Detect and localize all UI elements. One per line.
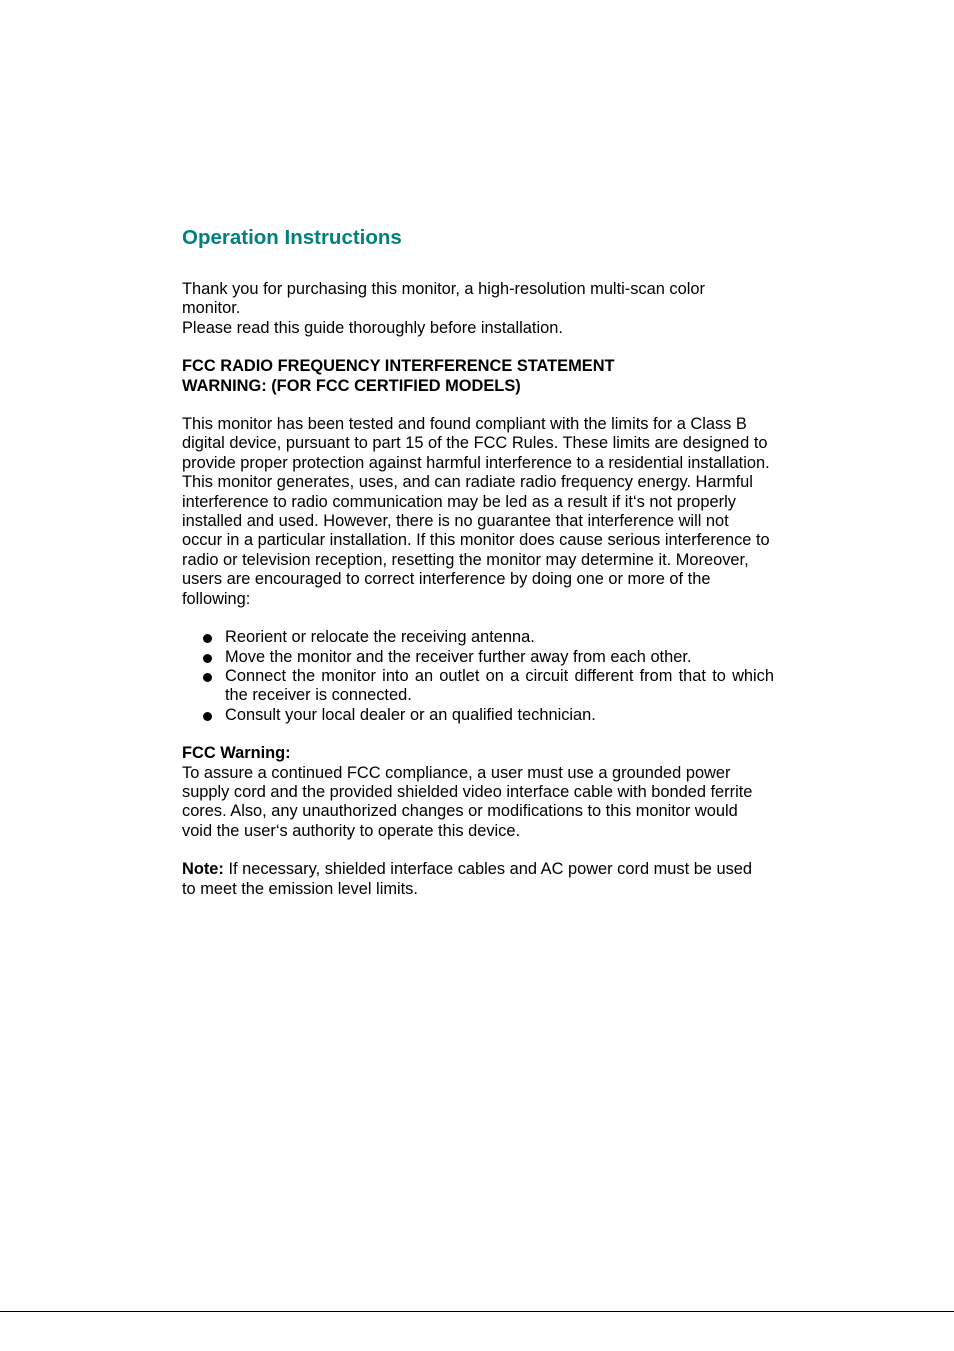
note-label: Note: xyxy=(182,860,224,879)
list-item: Consult your local dealer or an qualified technician. xyxy=(182,706,774,725)
fcc-warning-body: To assure a continued FCC compliance, a user must use a grounded power supply cord and the provided shielded video interface cable with bonded ferrite cores. Also, any unauthorized changes or modifications to this monitor would void the user‘s authority to operate this device. xyxy=(182,763,753,840)
document-content xyxy=(182,224,774,899)
fcc-warning-label: FCC Warning: xyxy=(182,744,291,763)
list-item: Move the monitor and the receiver further away from each other. xyxy=(182,648,774,667)
fcc-statement-title-2: WARNING: (FOR FCC CERTIFIED MODELS) xyxy=(182,376,521,395)
note-paragraph xyxy=(182,860,762,899)
bullet-icon xyxy=(203,673,212,682)
note-body: If necessary, shielded interface cables and AC power cord must be used to meet the emission level limits. xyxy=(182,860,753,898)
bullet-icon xyxy=(203,634,212,643)
intro-line-2: Please read this guide thoroughly before installation. xyxy=(182,318,563,337)
list-item: Reorient or relocate the receiving antenna. xyxy=(182,628,774,647)
fcc-statement-body: This monitor has been tested and found compliant with the limits for a Class B digital device, pursuant to part 15 of the FCC Rules. These limits are designed to provide proper protection against harmful interference to a residential installation. This monitor generates, uses, and can radiate radio frequency energy. Harmful interference to radio communication may be led as a result if it‘s not properly installed and used. However, there is no guarantee that interference will not occur in a particular installation. If this monitor does cause serious interference to radio or television reception, resetting the monitor may determine it. Moreover, users are encouraged to correct interference by doing one or more of the following: xyxy=(182,415,770,608)
interference-remedy-list xyxy=(182,628,774,725)
footer-divider xyxy=(0,1311,954,1312)
bullet-icon xyxy=(203,712,212,721)
fcc-statement-title-1: FCC RADIO FREQUENCY INTERFERENCE STATEMENT xyxy=(182,357,615,376)
list-item: Connect the monitor into an outlet on a circuit different from that to which the receiver is connected. xyxy=(182,667,774,706)
bullet-icon xyxy=(203,654,212,663)
intro-line-1: Thank you for purchasing this monitor, a high-resolution multi-scan color monitor. xyxy=(182,280,705,318)
page-title: Operation Instructions xyxy=(182,226,402,249)
